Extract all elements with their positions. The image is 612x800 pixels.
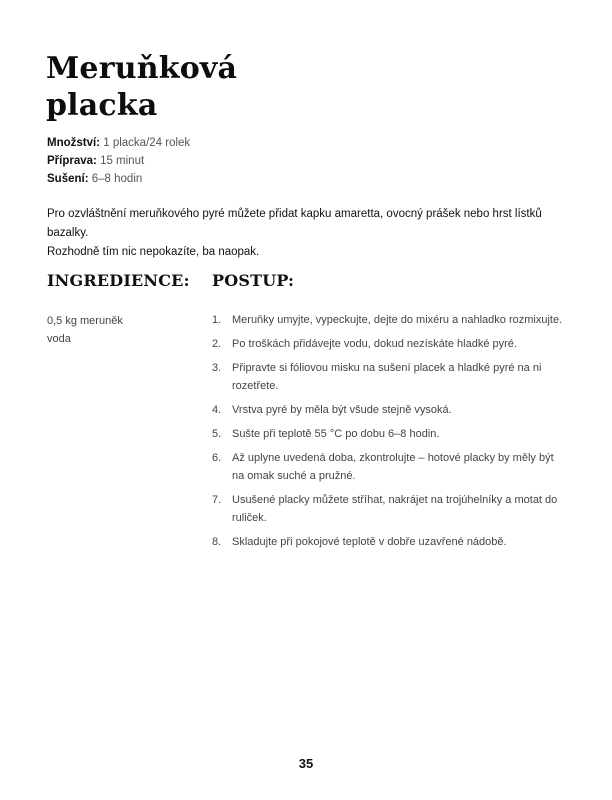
step-number: 4.	[212, 404, 222, 416]
step-number: 3.	[212, 362, 222, 374]
meta-preparation-label: Příprava:	[47, 155, 97, 167]
procedure-step-3	[212, 359, 568, 395]
step-number: 7.	[212, 494, 222, 506]
step-text: Po troškách přidávejte vodu, dokud nezískáte hladké pyré.	[232, 338, 517, 350]
recipe-meta	[47, 134, 190, 188]
meta-preparation-value: 15 minut	[100, 155, 145, 167]
meta-quantity	[47, 134, 190, 152]
recipe-title-line2: placka	[46, 88, 158, 123]
step-number: 5.	[212, 428, 222, 440]
procedure-step-4	[212, 401, 568, 419]
procedure-heading: POSTUP:	[212, 271, 295, 290]
meta-drying-value: 6–8 hodin	[91, 173, 143, 185]
step-number: 2.	[212, 338, 222, 350]
procedure-step-5	[212, 425, 568, 443]
procedure-step-2	[212, 335, 568, 353]
step-text: Sušte při teplotě 55 °C po dobu 6–8 hodin.	[232, 428, 440, 440]
step-text: Až uplyne uvedená doba, zkontrolujte – hotové placky by měly být na omak suché a pružné.	[232, 452, 554, 482]
step-number: 6.	[212, 452, 222, 464]
meta-preparation	[47, 152, 190, 170]
procedure-steps	[212, 311, 568, 557]
procedure-step-8	[212, 533, 568, 551]
meta-drying-label: Sušení:	[47, 173, 89, 185]
intro-line-1: Pro ozvláštnění meruňkového pyré můžete přidat kapku amaretta, ovocný prášek nebo hrst lístků bazalky.	[47, 208, 542, 239]
intro-text	[47, 205, 572, 262]
step-number: 1.	[212, 314, 222, 326]
recipe-title-line1: Meruňková	[46, 51, 238, 86]
procedure-step-6	[212, 449, 568, 485]
ingredient-item: 0,5 kg meruněk	[47, 315, 123, 327]
meta-drying	[47, 170, 190, 188]
recipe-title	[46, 50, 237, 124]
ingredients-list	[47, 312, 123, 348]
step-text: Usušené placky můžete stříhat, nakrájet na trojúhelníky a motat do ruliček.	[232, 494, 558, 524]
step-text: Vrstva pyré by měla být všude stejně vysoká.	[232, 404, 452, 416]
procedure-step-7	[212, 491, 568, 527]
step-text: Meruňky umyjte, vypeckujte, dejte do mixéru a nahladko rozmixujte.	[232, 314, 563, 326]
ingredient-item: voda	[47, 333, 71, 345]
step-text: Připravte si fóliovou misku na sušení placek a hladké pyré na ni rozetřete.	[232, 362, 542, 392]
ingredients-heading: INGREDIENCE:	[47, 271, 190, 290]
meta-quantity-value: 1 placka/24 rolek	[103, 137, 191, 149]
intro-line-2: Rozhodně tím nic nepokazíte, ba naopak.	[47, 246, 260, 258]
page-number: 35	[298, 756, 314, 771]
procedure-step-1	[212, 311, 568, 329]
step-text: Skladujte při pokojové teplotě v dobře uzavřené nádobě.	[232, 536, 507, 548]
step-number: 8.	[212, 536, 222, 548]
meta-quantity-label: Množství:	[47, 137, 101, 149]
